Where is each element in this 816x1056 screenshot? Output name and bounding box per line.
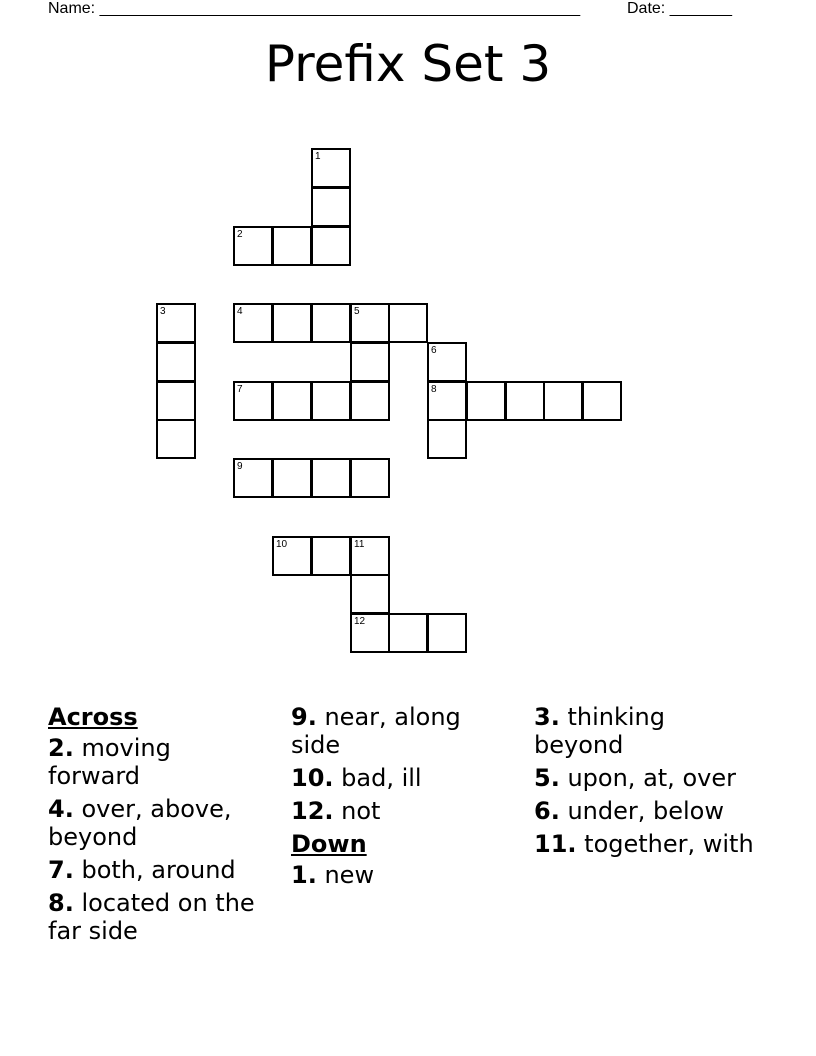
clue-number: 10. (291, 764, 334, 792)
grid-cell[interactable] (156, 419, 196, 459)
clue-text: new (324, 861, 375, 889)
grid-cell[interactable] (156, 342, 196, 382)
clue-number: 4. (48, 795, 74, 823)
cell-number: 4 (237, 306, 243, 317)
clue-number: 6. (534, 797, 560, 825)
clue-across-2 (48, 734, 268, 790)
grid-cell[interactable] (156, 381, 196, 421)
clue-down-6 (534, 797, 754, 825)
clue-down-3 (534, 703, 754, 759)
clue-down-11 (534, 830, 754, 858)
cell-number: 9 (237, 461, 243, 472)
clue-number: 8. (48, 889, 74, 917)
clue-number: 11. (534, 830, 577, 858)
grid-cell[interactable] (311, 458, 351, 498)
grid-cell[interactable] (233, 303, 273, 343)
clue-column-3 (534, 703, 754, 863)
grid-cell[interactable] (233, 381, 273, 421)
grid-cell[interactable] (388, 613, 428, 653)
grid-cell[interactable] (272, 226, 312, 266)
clue-text: thinking beyond (534, 703, 665, 759)
grid-cell[interactable] (505, 381, 545, 421)
grid-cell[interactable] (350, 458, 390, 498)
clue-text: over, above, beyond (48, 795, 232, 851)
cell-number: 2 (237, 229, 243, 240)
grid-cell[interactable] (272, 381, 312, 421)
grid-cell[interactable] (388, 303, 428, 343)
clue-down-1 (291, 861, 511, 889)
clue-column-1 (48, 703, 268, 950)
clue-column-2 (291, 703, 511, 894)
clue-number: 3. (534, 703, 560, 731)
grid-cell[interactable] (311, 303, 351, 343)
clue-number: 5. (534, 764, 560, 792)
clue-text: not (341, 797, 381, 825)
clue-text: under, below (567, 797, 724, 825)
grid-cell[interactable] (311, 381, 351, 421)
cell-number: 8 (431, 384, 437, 395)
clue-across-4 (48, 795, 268, 851)
grid-cell[interactable] (350, 574, 390, 614)
grid-cell[interactable] (427, 381, 467, 421)
clue-text: both, around (81, 856, 236, 884)
grid-cell[interactable] (350, 342, 390, 382)
cell-number: 10 (276, 539, 288, 550)
date-field-label: Date: _______ (627, 0, 732, 17)
across-heading: Across (48, 703, 138, 731)
grid-cell[interactable] (272, 458, 312, 498)
clue-text: bad, ill (341, 764, 422, 792)
grid-cell[interactable] (582, 381, 622, 421)
clue-number: 7. (48, 856, 74, 884)
clue-across-12 (291, 797, 511, 825)
grid-cell[interactable] (427, 342, 467, 382)
grid-cell[interactable] (311, 536, 351, 576)
clue-across-9 (291, 703, 511, 759)
page-title: Prefix Set 3 (264, 35, 552, 93)
clue-number: 9. (291, 703, 317, 731)
grid-cell[interactable] (156, 303, 196, 343)
cell-number: 6 (431, 345, 437, 356)
name-field-label: Name: ______________________________________________________ (48, 0, 581, 17)
grid-cell[interactable] (350, 381, 390, 421)
grid-cell[interactable] (543, 381, 583, 421)
clue-across-8 (48, 889, 268, 945)
grid-cell[interactable] (311, 148, 351, 188)
clue-number: 1. (291, 861, 317, 889)
clue-text: near, along side (291, 703, 461, 759)
grid-cell[interactable] (311, 187, 351, 227)
grid-cell[interactable] (272, 536, 312, 576)
down-heading: Down (291, 830, 367, 858)
grid-cell[interactable] (350, 536, 390, 576)
grid-cell[interactable] (233, 458, 273, 498)
clue-across-10 (291, 764, 511, 792)
cell-number: 11 (354, 539, 365, 550)
grid-cell[interactable] (233, 226, 273, 266)
grid-cell[interactable] (311, 226, 351, 266)
cell-number: 7 (237, 384, 243, 395)
clue-down-5 (534, 764, 754, 792)
cell-number: 12 (354, 616, 366, 627)
grid-cell[interactable] (350, 613, 390, 653)
clue-text: located on the far side (48, 889, 255, 945)
grid-cell[interactable] (427, 613, 467, 653)
cell-number: 5 (354, 306, 360, 317)
grid-cell[interactable] (466, 381, 506, 421)
clue-text: upon, at, over (567, 764, 736, 792)
clue-number: 12. (291, 797, 334, 825)
cell-number: 3 (160, 306, 166, 317)
grid-cell[interactable] (427, 419, 467, 459)
grid-cell[interactable] (350, 303, 390, 343)
clue-across-7 (48, 856, 268, 884)
grid-cell[interactable] (272, 303, 312, 343)
clue-text: moving forward (48, 734, 171, 790)
clue-number: 2. (48, 734, 74, 762)
clue-text: together, with (584, 830, 754, 858)
cell-number: 1 (315, 151, 321, 162)
